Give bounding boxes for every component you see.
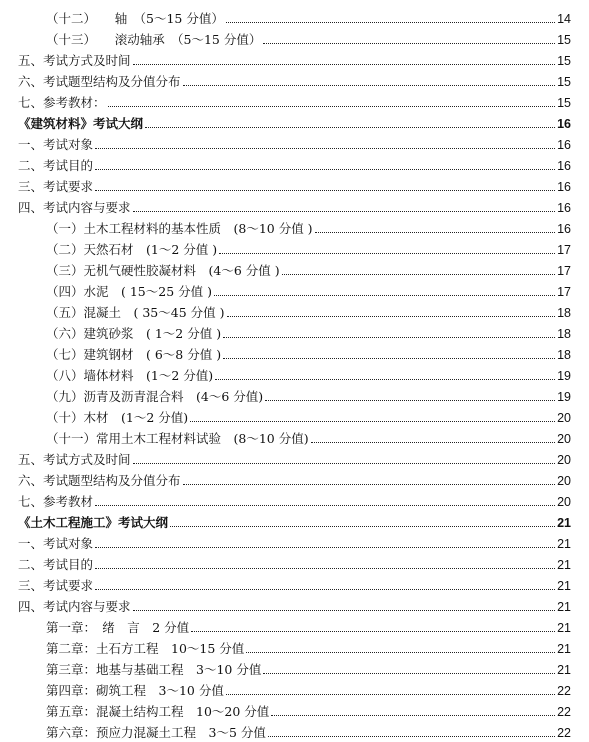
- toc-entry[interactable]: [0, 68, 589, 89]
- toc-entry[interactable]: [0, 572, 589, 593]
- toc-entry-title: 四、考试内容与要求: [18, 201, 131, 215]
- toc-entry[interactable]: [0, 425, 589, 446]
- toc-dot-leader: [145, 127, 555, 128]
- toc-dot-leader: [190, 421, 555, 422]
- toc-entry[interactable]: [0, 215, 589, 236]
- toc-page-number: 18: [557, 348, 571, 362]
- toc-entry[interactable]: [0, 530, 589, 551]
- toc-dot-leader: [95, 589, 555, 590]
- toc-entry[interactable]: [0, 89, 589, 110]
- toc-entry-title: 第二章：土石方工程 10～15 分值: [46, 642, 245, 656]
- toc-dot-leader: [133, 463, 556, 464]
- toc-entry[interactable]: [0, 593, 589, 614]
- toc-entry[interactable]: [0, 299, 589, 320]
- toc-entry-title: 第一章： 绪 言 2 分值: [46, 621, 190, 635]
- toc-entry[interactable]: [0, 131, 589, 152]
- toc-entry[interactable]: [0, 719, 589, 740]
- toc-entry-title: （十二） 轴 （5～15 分值）: [46, 12, 224, 26]
- toc-dot-leader: [215, 379, 555, 380]
- toc-entry[interactable]: [0, 110, 589, 131]
- toc-entry-title: 第四章：砌筑工程 3～10 分值: [46, 684, 224, 698]
- toc-page-number: 16: [557, 222, 571, 236]
- toc-dot-leader: [265, 400, 555, 401]
- toc-entry[interactable]: [0, 509, 589, 530]
- toc-entry[interactable]: [0, 467, 589, 488]
- toc-entry-title: （八）墙体材料 (1～2 分值): [46, 369, 214, 383]
- toc-entry-title: 《土木工程施工》考试大纲: [18, 516, 169, 530]
- toc-page-number: 22: [557, 705, 571, 719]
- toc-page-number: 21: [557, 663, 571, 677]
- toc-entry-title: （十三） 滚动轴承 （5～15 分值）: [46, 33, 262, 47]
- toc-dot-leader: [315, 232, 556, 233]
- toc-entry-title: 《建筑材料》考试大纲: [18, 117, 144, 131]
- toc-entry-title: 七、参考教材：: [18, 96, 106, 110]
- toc-dot-leader: [95, 148, 555, 149]
- toc-page-number: 14: [557, 12, 571, 26]
- toc-page-number: 16: [557, 159, 571, 173]
- toc-page-number: 21: [557, 642, 571, 656]
- toc-dot-leader: [183, 85, 556, 86]
- toc-page-number: 15: [557, 96, 571, 110]
- toc-dot-leader: [95, 568, 555, 569]
- toc-entry[interactable]: [0, 26, 589, 47]
- toc-entry-title: 五、考试方式及时间: [18, 54, 131, 68]
- toc-page-number: 21: [557, 621, 571, 635]
- toc-dot-leader: [226, 694, 555, 695]
- toc-entry[interactable]: [0, 698, 589, 719]
- toc-page-number: 16: [557, 117, 571, 131]
- toc-entry-title: （一）土木工程材料的基本性质 (8～10 分值 ): [46, 222, 313, 236]
- toc-dot-leader: [95, 190, 555, 191]
- toc-page-number: 15: [557, 33, 571, 47]
- toc-dot-leader: [227, 316, 556, 317]
- toc-entry[interactable]: [0, 152, 589, 173]
- toc-entry[interactable]: [0, 404, 589, 425]
- toc-entry-title: （五）混凝土 ( 35～45 分值 ): [46, 306, 225, 320]
- toc-entry-title: 第五章：混凝土结构工程 10～20 分值: [46, 705, 270, 719]
- toc-entry[interactable]: [0, 173, 589, 194]
- toc-entry[interactable]: [0, 362, 589, 383]
- toc-entry-title: （二）天然石材 (1～2 分值 ): [46, 243, 218, 257]
- toc-dot-leader: [223, 358, 555, 359]
- toc-entry-title: （十）木材 (1～2 分值): [46, 411, 189, 425]
- toc-entry-title: 一、考试对象: [18, 138, 94, 152]
- toc-dot-leader: [219, 253, 555, 254]
- toc-entry-title: 二、考试目的: [18, 159, 94, 173]
- toc-page-number: 20: [557, 453, 571, 467]
- toc-page-number: 16: [557, 180, 571, 194]
- toc-dot-leader: [133, 610, 556, 611]
- toc-entry-title: 五、考试方式及时间: [18, 453, 131, 467]
- toc-entry[interactable]: [0, 551, 589, 572]
- toc-entry-title: （六）建筑砂浆 ( 1～2 分值 ): [46, 327, 222, 341]
- toc-entry-title: （九）沥青及沥青混合料 (4～6 分值): [46, 390, 264, 404]
- toc-entry[interactable]: [0, 341, 589, 362]
- toc-entry-title: 第三章：地基与基础工程 3～10 分值: [46, 663, 262, 677]
- toc-page-number: 21: [557, 558, 571, 572]
- toc-entry[interactable]: [0, 278, 589, 299]
- toc-page-number: 18: [557, 306, 571, 320]
- toc-dot-leader: [311, 442, 556, 443]
- toc-dot-leader: [133, 64, 556, 65]
- toc-page-number: 16: [557, 138, 571, 152]
- toc-entry[interactable]: [0, 257, 589, 278]
- toc-dot-leader: [263, 43, 555, 44]
- toc-page-number: 16: [557, 201, 571, 215]
- toc-entry[interactable]: [0, 614, 589, 635]
- toc-page-number: 19: [557, 369, 571, 383]
- toc-page-number: 21: [557, 600, 571, 614]
- toc-entry[interactable]: [0, 488, 589, 509]
- toc-page-number: 15: [557, 54, 571, 68]
- toc-page-number: 21: [557, 516, 571, 530]
- toc-page-number: 22: [557, 726, 571, 740]
- toc-dot-leader: [214, 295, 555, 296]
- toc-entry-title: （七）建筑钢材 ( 6～8 分值 ): [46, 348, 222, 362]
- toc-dot-leader: [183, 484, 556, 485]
- toc-entry-title: （三）无机气硬性胶凝材料 (4～6 分值 ): [46, 264, 280, 278]
- toc-entry[interactable]: [0, 635, 589, 656]
- toc-page-number: 21: [557, 537, 571, 551]
- toc-entry[interactable]: [0, 383, 589, 404]
- toc-entry-title: 三、考试要求: [18, 579, 94, 593]
- toc-entry-title: 四、考试内容与要求: [18, 600, 131, 614]
- toc-dot-leader: [246, 652, 555, 653]
- toc-entry[interactable]: [0, 194, 589, 215]
- toc-page-number: 17: [557, 243, 571, 257]
- toc-entry-title: （十一）常用土木工程材料试验 (8～10 分值): [46, 432, 309, 446]
- toc-page-number: 21: [557, 579, 571, 593]
- toc-entry-title: 三、考试要求: [18, 180, 94, 194]
- toc-dot-leader: [95, 169, 555, 170]
- toc-dot-leader: [191, 631, 555, 632]
- toc-page-number: 20: [557, 474, 571, 488]
- toc-page-number: 19: [557, 390, 571, 404]
- toc-dot-leader: [223, 337, 555, 338]
- toc-entry-title: （四）水泥 ( 15～25 分值 ): [46, 285, 212, 299]
- toc-dot-leader: [95, 505, 555, 506]
- toc-page-number: 20: [557, 411, 571, 425]
- toc-entry[interactable]: [0, 446, 589, 467]
- toc-dot-leader: [268, 736, 555, 737]
- toc-dot-leader: [108, 106, 556, 107]
- toc-page-number: 17: [557, 264, 571, 278]
- toc-entry[interactable]: [0, 320, 589, 341]
- toc-entry[interactable]: [0, 5, 589, 26]
- toc-entry-title: 二、考试目的: [18, 558, 94, 572]
- toc-entry-title: 六、考试题型结构及分值分布: [18, 75, 181, 89]
- toc-entry-title: 一、考试对象: [18, 537, 94, 551]
- toc-entry[interactable]: [0, 236, 589, 257]
- toc-entry-title: 六、考试题型结构及分值分布: [18, 474, 181, 488]
- toc-entry[interactable]: [0, 677, 589, 698]
- toc-page-number: 20: [557, 495, 571, 509]
- toc-page-number: 22: [557, 684, 571, 698]
- toc-entry[interactable]: [0, 47, 589, 68]
- toc-page-number: 17: [557, 285, 571, 299]
- toc-dot-leader: [170, 526, 555, 527]
- toc-dot-leader: [271, 715, 555, 716]
- toc-entry-title: 第六章：预应力混凝土工程 3～5 分值: [46, 726, 266, 740]
- toc-dot-leader: [282, 274, 555, 275]
- toc-entry[interactable]: [0, 656, 589, 677]
- toc-entry-title: 七、参考教材: [18, 495, 94, 509]
- toc-page-number: 18: [557, 327, 571, 341]
- toc-dot-leader: [133, 211, 556, 212]
- toc-page-number: 15: [557, 75, 571, 89]
- toc-dot-leader: [263, 673, 555, 674]
- toc-dot-leader: [226, 22, 555, 23]
- toc-page-number: 20: [557, 432, 571, 446]
- toc-dot-leader: [95, 547, 555, 548]
